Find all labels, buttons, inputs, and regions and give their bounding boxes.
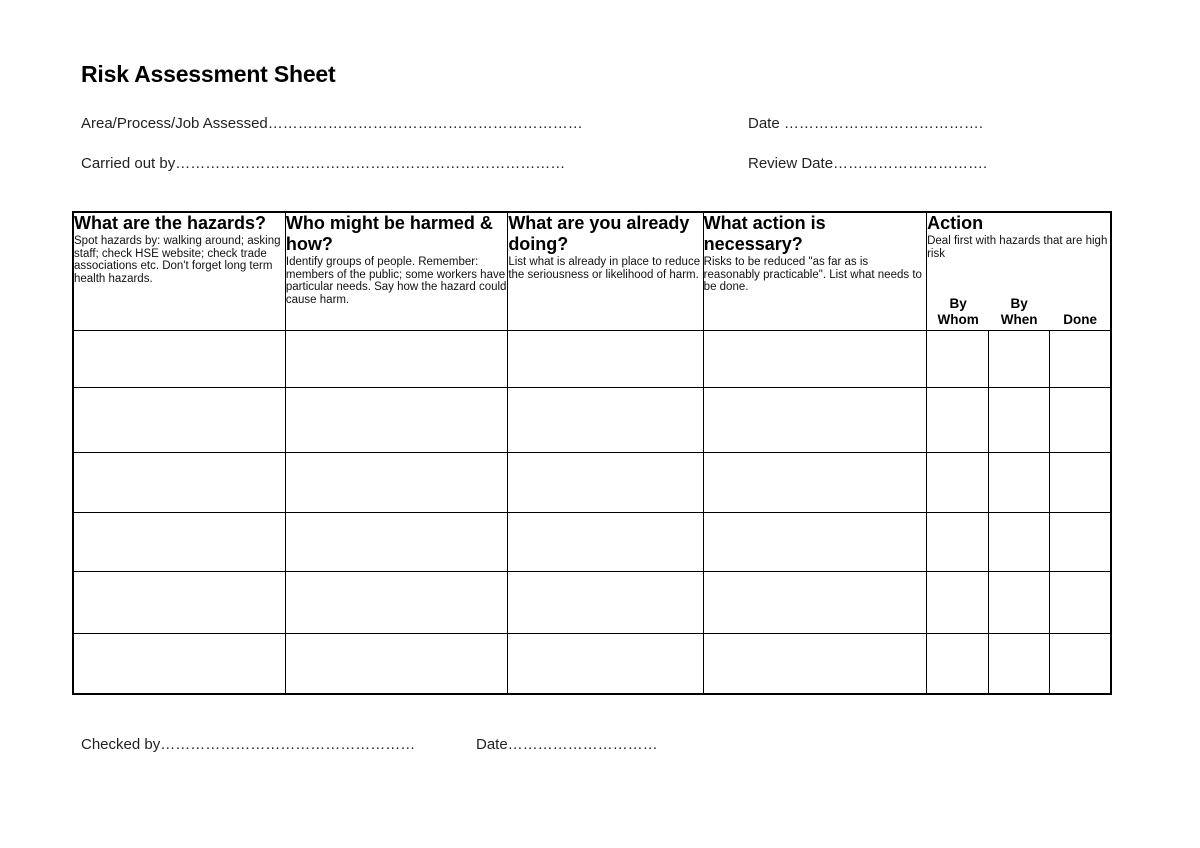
already-doing-title: What are you already doing? [508, 213, 690, 254]
doing-cell[interactable] [508, 572, 703, 634]
by-when-cell[interactable] [989, 634, 1050, 694]
checked-by-field[interactable]: Checked by…………………………………………… [81, 736, 416, 753]
action-cell[interactable] [703, 634, 926, 694]
date-field[interactable]: Date …………………………………. [748, 115, 984, 132]
done-cell[interactable] [1050, 387, 1111, 452]
by-whom-cell[interactable] [927, 634, 989, 694]
harmed-cell[interactable] [285, 387, 507, 452]
risk-assessment-table [72, 211, 1112, 695]
table-header-row [73, 212, 1111, 331]
hazard-cell[interactable] [73, 387, 285, 452]
by-when-cell[interactable] [989, 572, 1050, 634]
hazard-cell[interactable] [73, 512, 285, 571]
action-desc: Deal first with hazards that are high risk [927, 235, 1108, 260]
by-whom-cell[interactable] [927, 572, 989, 634]
done-cell[interactable] [1050, 331, 1111, 387]
checked-date-field[interactable]: Date………………………… [476, 736, 658, 753]
review-date-field[interactable]: Review Date…………………………. [748, 155, 988, 172]
hazards-header [73, 212, 285, 331]
table-row [73, 331, 1111, 387]
doing-cell[interactable] [508, 331, 703, 387]
action-cell[interactable] [703, 512, 926, 571]
by-when-label: By When [1000, 296, 1038, 328]
hazards-title: What are the hazards? [74, 213, 267, 233]
harmed-cell[interactable] [285, 634, 507, 694]
area-assessed-field[interactable]: Area/Process/Job Assessed……………………………………………………… [81, 115, 583, 132]
page-title: Risk Assessment Sheet [81, 61, 336, 87]
action-cell[interactable] [703, 387, 926, 452]
done-cell[interactable] [1050, 634, 1111, 694]
table-row [73, 572, 1111, 634]
action-necessary-desc: Risks to be reduced "as far as is reasonably practicable". List what needs to be done. [703, 256, 922, 293]
by-whom-cell[interactable] [927, 512, 989, 571]
by-whom-cell[interactable] [927, 452, 989, 512]
harmed-cell[interactable] [285, 452, 507, 512]
table-row [73, 634, 1111, 694]
hazard-cell[interactable] [73, 452, 285, 512]
by-when-cell[interactable] [989, 512, 1050, 571]
harmed-title: Who might be harmed & how? [285, 213, 493, 254]
harmed-desc: Identify groups of people. Remember: members of the public; some workers have particular needs. Say how the hazard could cause harm. [285, 256, 507, 306]
action-necessary-title: What action is necessary? [703, 213, 826, 254]
hazards-desc: Spot hazards by: walking around; asking staff; check HSE website; check trade associations etc. Don't forget long term health hazards. [74, 235, 281, 285]
done-label: Done [1063, 312, 1097, 328]
harmed-header [285, 212, 507, 331]
action-cell[interactable] [703, 331, 926, 387]
already-doing-desc: List what is already in place to reduce the seriousness or likelihood of harm. [508, 256, 701, 281]
done-cell[interactable] [1050, 452, 1111, 512]
by-whom-cell[interactable] [927, 387, 989, 452]
doing-cell[interactable] [508, 634, 703, 694]
table-row [73, 452, 1111, 512]
doing-cell[interactable] [508, 452, 703, 512]
hazard-cell[interactable] [73, 572, 285, 634]
action-cell[interactable] [703, 572, 926, 634]
by-when-cell[interactable] [989, 452, 1050, 512]
table-row [73, 387, 1111, 452]
done-cell[interactable] [1050, 512, 1111, 571]
table-row [73, 512, 1111, 571]
action-header [927, 212, 1111, 331]
by-when-cell[interactable] [989, 331, 1050, 387]
hazard-cell[interactable] [73, 331, 285, 387]
action-necessary-header [703, 212, 926, 331]
action-title: Action [927, 213, 984, 233]
by-whom-label: By Whom [937, 296, 979, 328]
doing-cell[interactable] [508, 512, 703, 571]
already-doing-header [508, 212, 703, 331]
by-when-cell[interactable] [989, 387, 1050, 452]
harmed-cell[interactable] [285, 331, 507, 387]
action-cell[interactable] [703, 452, 926, 512]
harmed-cell[interactable] [285, 572, 507, 634]
harmed-cell[interactable] [285, 512, 507, 571]
done-cell[interactable] [1050, 572, 1111, 634]
doing-cell[interactable] [508, 387, 703, 452]
carried-out-by-field[interactable]: Carried out by…………………………………………………………………… [81, 155, 566, 172]
hazard-cell[interactable] [73, 634, 285, 694]
by-whom-cell[interactable] [927, 331, 989, 387]
